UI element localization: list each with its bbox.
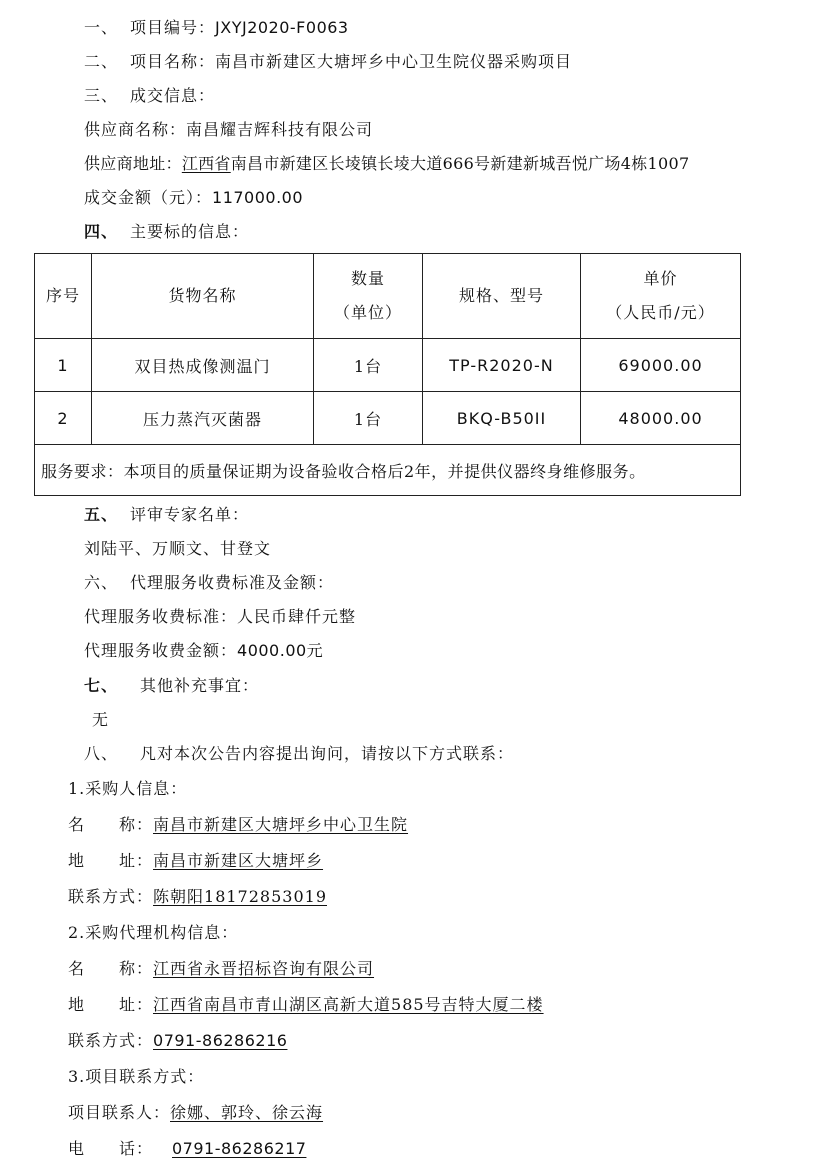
section-project-number — [84, 17, 349, 39]
purchaser-name-value: 南昌市新建区大塘坪乡中心卫生院 — [153, 815, 409, 834]
agency-name-line — [68, 958, 374, 980]
purchaser-contact-value: 陈朝阳18172853019 — [153, 887, 327, 906]
project-phone-value: 0791-86286217 — [172, 1139, 307, 1158]
section-number: 七、 — [84, 676, 119, 695]
supplier-address-label: 供应商地址： — [84, 154, 182, 173]
project-contact-person-value: 徐娜、郭玲、徐云海 — [170, 1103, 324, 1122]
cell-spec: BKQ-B50II — [423, 392, 581, 445]
purchaser-name-line — [68, 814, 408, 836]
section-number: 一、 — [84, 18, 119, 37]
section-experts — [84, 504, 249, 526]
agency-contact-label: 联系方式： — [68, 1031, 154, 1050]
header-price-line2: （人民币/元） — [606, 303, 715, 322]
section-deal-info — [84, 85, 215, 107]
project-number-label: 项目编号： — [130, 18, 216, 37]
section-number: 六、 — [84, 573, 119, 592]
agency-name-label: 名 称： — [68, 959, 154, 978]
header-spec: 规格、型号 — [423, 254, 581, 339]
purchaser-name-label: 名 称： — [68, 815, 154, 834]
agency-address-line — [68, 994, 544, 1016]
purchaser-heading: 1.采购人信息： — [68, 779, 188, 798]
agency-fee-standard: 代理服务收费标准：人民币肆仟元整 — [84, 607, 357, 626]
supplier-address-line — [84, 153, 689, 175]
supplier-address-province: 江西省 — [181, 154, 231, 173]
cell-goods-name: 压力蒸汽灭菌器 — [92, 392, 314, 445]
section-contact — [84, 743, 514, 765]
section-number: 八、 — [84, 744, 119, 763]
agency-name-value: 江西省永晋招标咨询有限公司 — [153, 959, 375, 978]
section-number: 五、 — [84, 505, 119, 524]
project-name-value: 南昌市新建区大塘坪乡中心卫生院仪器采购项目 — [215, 52, 573, 71]
section-project-name — [84, 51, 572, 73]
section-agency-fee — [84, 572, 334, 594]
cell-unit-price: 69000.00 — [581, 339, 741, 392]
section-number: 三、 — [84, 86, 119, 105]
project-contact-person-label: 项目联系人： — [68, 1103, 171, 1122]
supplier-name-label: 供应商名称： — [84, 120, 187, 139]
cell-quantity: 1台 — [314, 392, 423, 445]
cell-quantity: 1台 — [314, 339, 423, 392]
header-quantity — [314, 254, 423, 339]
project-phone-line — [68, 1138, 306, 1160]
cell-spec: TP-R2020-N — [423, 339, 581, 392]
experts-list: 刘陆平、万顺文、甘登文 — [84, 539, 272, 558]
table-header-row — [35, 254, 741, 339]
section-main-items — [84, 221, 249, 243]
supplier-name-line — [84, 119, 373, 141]
agency-address-label: 地 址： — [68, 995, 154, 1014]
purchaser-contact-label: 联系方式： — [68, 887, 154, 906]
section-number: 四、 — [84, 222, 119, 241]
agency-address-value: 江西省南昌市青山湖区高新大道585号吉特大厦二楼 — [153, 995, 544, 1014]
header-quantity-line1: 数量 — [350, 269, 385, 288]
cell-seq: 2 — [35, 392, 92, 445]
supplier-address-value: 南昌市新建区长堎镇长堎大道666号新建新城吾悦广场4栋1007 — [230, 154, 690, 173]
agency-fee-amount-label: 代理服务收费金额： — [84, 641, 238, 660]
agency-heading: 2.采购代理机构信息： — [68, 923, 239, 942]
agency-fee-amount-line — [84, 640, 323, 662]
supplier-name-value: 南昌耀吉辉科技有限公司 — [186, 120, 374, 139]
project-contact-heading: 3.项目联系方式： — [68, 1067, 205, 1086]
service-requirement-note: 服务要求：本项目的质量保证期为设备验收合格后2年，并提供仪器终身维修服务。 — [35, 445, 741, 496]
section-other-matters — [84, 675, 259, 697]
agency-fee-amount-value: 4000.00元 — [237, 641, 324, 660]
experts-label: 评审专家名单： — [130, 505, 250, 524]
header-price-line1: 单价 — [643, 269, 678, 288]
cell-seq: 1 — [35, 339, 92, 392]
agency-contact-line — [68, 1030, 287, 1052]
project-contact-person-line — [68, 1102, 323, 1124]
deal-info-label: 成交信息： — [130, 86, 216, 105]
cell-unit-price: 48000.00 — [581, 392, 741, 445]
purchaser-address-value: 南昌市新建区大塘坪乡 — [153, 851, 324, 870]
agency-contact-value: 0791-86286216 — [153, 1031, 288, 1050]
purchaser-address-line — [68, 850, 323, 872]
other-matters-value: 无 — [92, 710, 110, 729]
other-matters-label: 其他补充事宜： — [140, 676, 260, 695]
table-row — [35, 339, 741, 392]
table-note-row — [35, 445, 741, 496]
project-name-label: 项目名称： — [130, 52, 216, 71]
items-table — [34, 253, 741, 496]
section-number: 二、 — [84, 52, 119, 71]
project-phone-label: 电 话： — [68, 1139, 154, 1158]
header-seq: 序号 — [35, 254, 92, 339]
header-unit-price — [581, 254, 741, 339]
project-number-value: JXYJ2020-F0063 — [215, 18, 349, 37]
cell-goods-name: 双目热成像测温门 — [92, 339, 314, 392]
contact-intro: 凡对本次公告内容提出询问，请按以下方式联系： — [140, 744, 515, 763]
table-row — [35, 392, 741, 445]
deal-amount-line — [84, 187, 303, 209]
deal-amount-value: 117000.00 — [212, 188, 304, 207]
purchaser-address-label: 地 址： — [68, 851, 154, 870]
header-quantity-line2: （单位） — [333, 303, 402, 322]
purchaser-contact-line — [68, 886, 327, 908]
main-items-label: 主要标的信息： — [130, 222, 250, 241]
agency-fee-label: 代理服务收费标准及金额： — [130, 573, 335, 592]
header-goods-name: 货物名称 — [92, 254, 314, 339]
deal-amount-label: 成交金额（元）： — [84, 188, 213, 207]
